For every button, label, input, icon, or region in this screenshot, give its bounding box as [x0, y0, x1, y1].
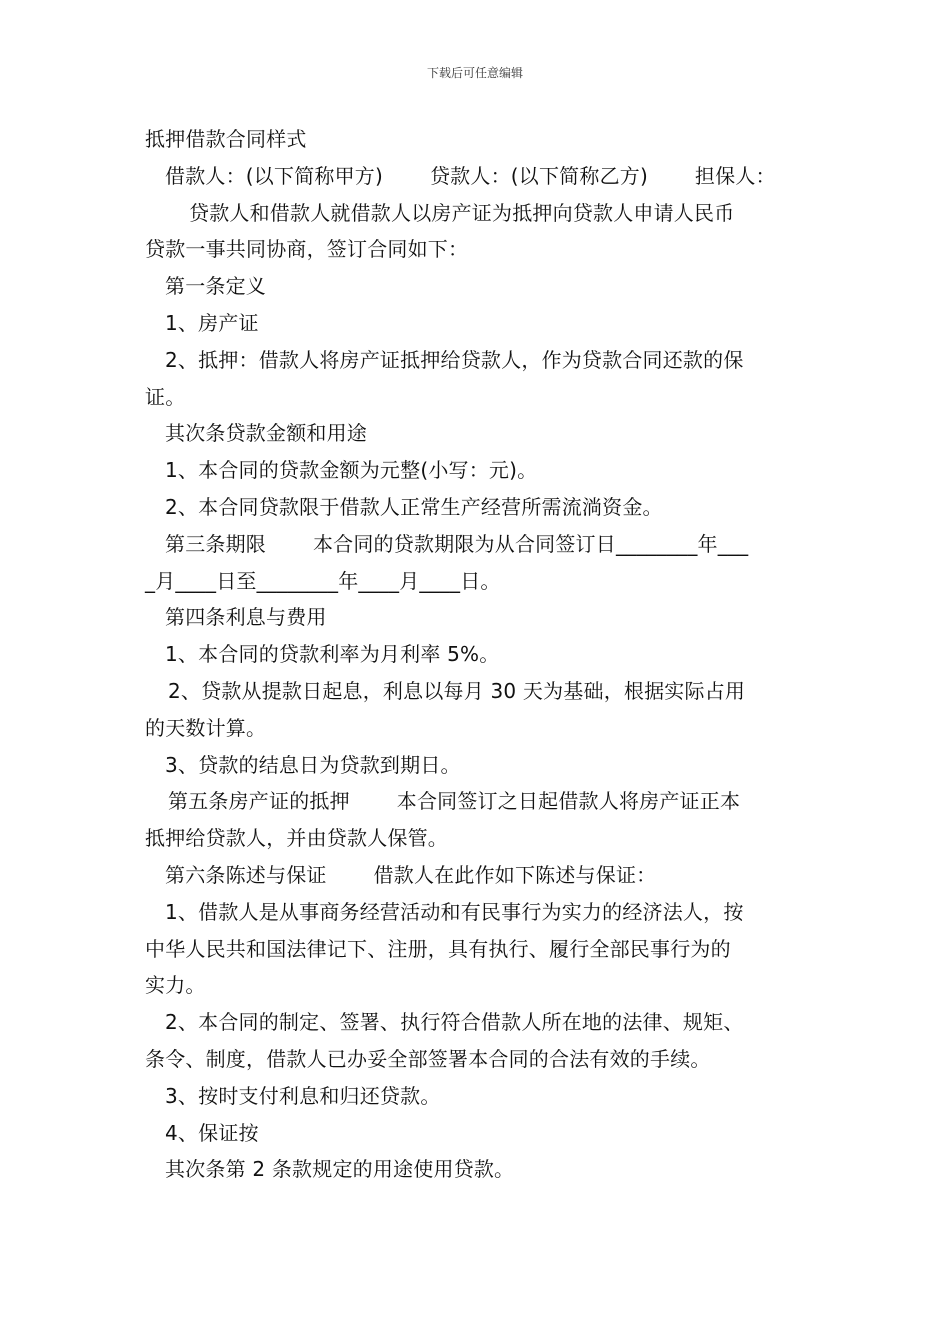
article-1-item-1: 1、房产证 [165, 310, 259, 335]
page-header-note: 下载后可任意编辑 [426, 66, 523, 80]
article-4-item-3: 3、贷款的结息日为贷款到期日。 [165, 752, 461, 777]
article-1-heading: 第一条定义 [165, 274, 266, 299]
article-6-heading: 第六条陈述与保证 借款人在此作如下陈述与保证： [165, 862, 657, 887]
document-title: 抵押借款合同样式 [145, 127, 307, 151]
article-2-item-1: 1、本合同的贷款金额为元整(小写：元)。 [165, 458, 538, 483]
article-4-item-1: 1、本合同的贷款利率为月利率 5%。 [165, 642, 500, 667]
article-6-item-3: 3、按时支付利息和归还贷款。 [165, 1083, 441, 1108]
parties-line: 借款人：(以下简称甲方) 贷款人：(以下简称乙方) 担保人： [165, 163, 776, 188]
article-6-item-2: 2、本合同的制定、签署、执行符合借款人所在地的法律、规矩、 [165, 1010, 744, 1035]
article-2-item-2: 2、本合同贷款限于借款人正常生产经营所需流淌资金。 [165, 494, 663, 519]
article-1-item-2-cont: 证。 [145, 384, 186, 409]
article-6-item-1-cont-2: 实力。 [145, 973, 206, 998]
preamble-line-1: 贷款人和借款人就借款人以房产证为抵押向贷款人申请人民币 [189, 200, 735, 225]
article-5-line-2: 抵押给贷款人，并由贷款人保管。 [145, 826, 448, 851]
article-4-heading: 第四条利息与费用 [165, 605, 327, 630]
article-6-item-4-cont: 其次条第 2 条款规定的用途使用贷款。 [165, 1157, 515, 1182]
article-6-item-1: 1、借款人是从事商务经营活动和有民事行为实力的经济法人，按 [165, 899, 744, 924]
article-1-item-2: 2、抵押：借款人将房产证抵押给贷款人，作为贷款合同还款的保 [165, 347, 744, 372]
article-4-item-2: 2、贷款从提款日起息，利息以每月 30 天为基础，根据实际占用 [168, 678, 746, 703]
article-6-item-1-cont-1: 中华人民共和国法律记下、注册，具有执行、履行全部民事行为的 [145, 936, 731, 961]
article-2-heading: 其次条贷款金额和用途 [165, 421, 367, 446]
article-3-line-1: 第三条期限 本合同的贷款期限为从合同签订日________年___ [165, 531, 749, 556]
article-6-item-2-cont: 条令、制度，借款人已办妥全部签署本合同的合法有效的手续。 [145, 1046, 711, 1071]
article-5-line-1: 第五条房产证的抵押 本合同签订之日起借款人将房产证正本 [168, 789, 741, 814]
document-body [145, 121, 825, 1188]
article-3-line-2: _月____日至________年____月____日。 [145, 568, 501, 593]
article-6-item-4: 4、保证按 [165, 1120, 259, 1145]
article-4-item-2-cont: 的天数计算。 [145, 715, 267, 740]
preamble-line-2: 贷款一事共同协商，签订合同如下： [145, 237, 469, 262]
